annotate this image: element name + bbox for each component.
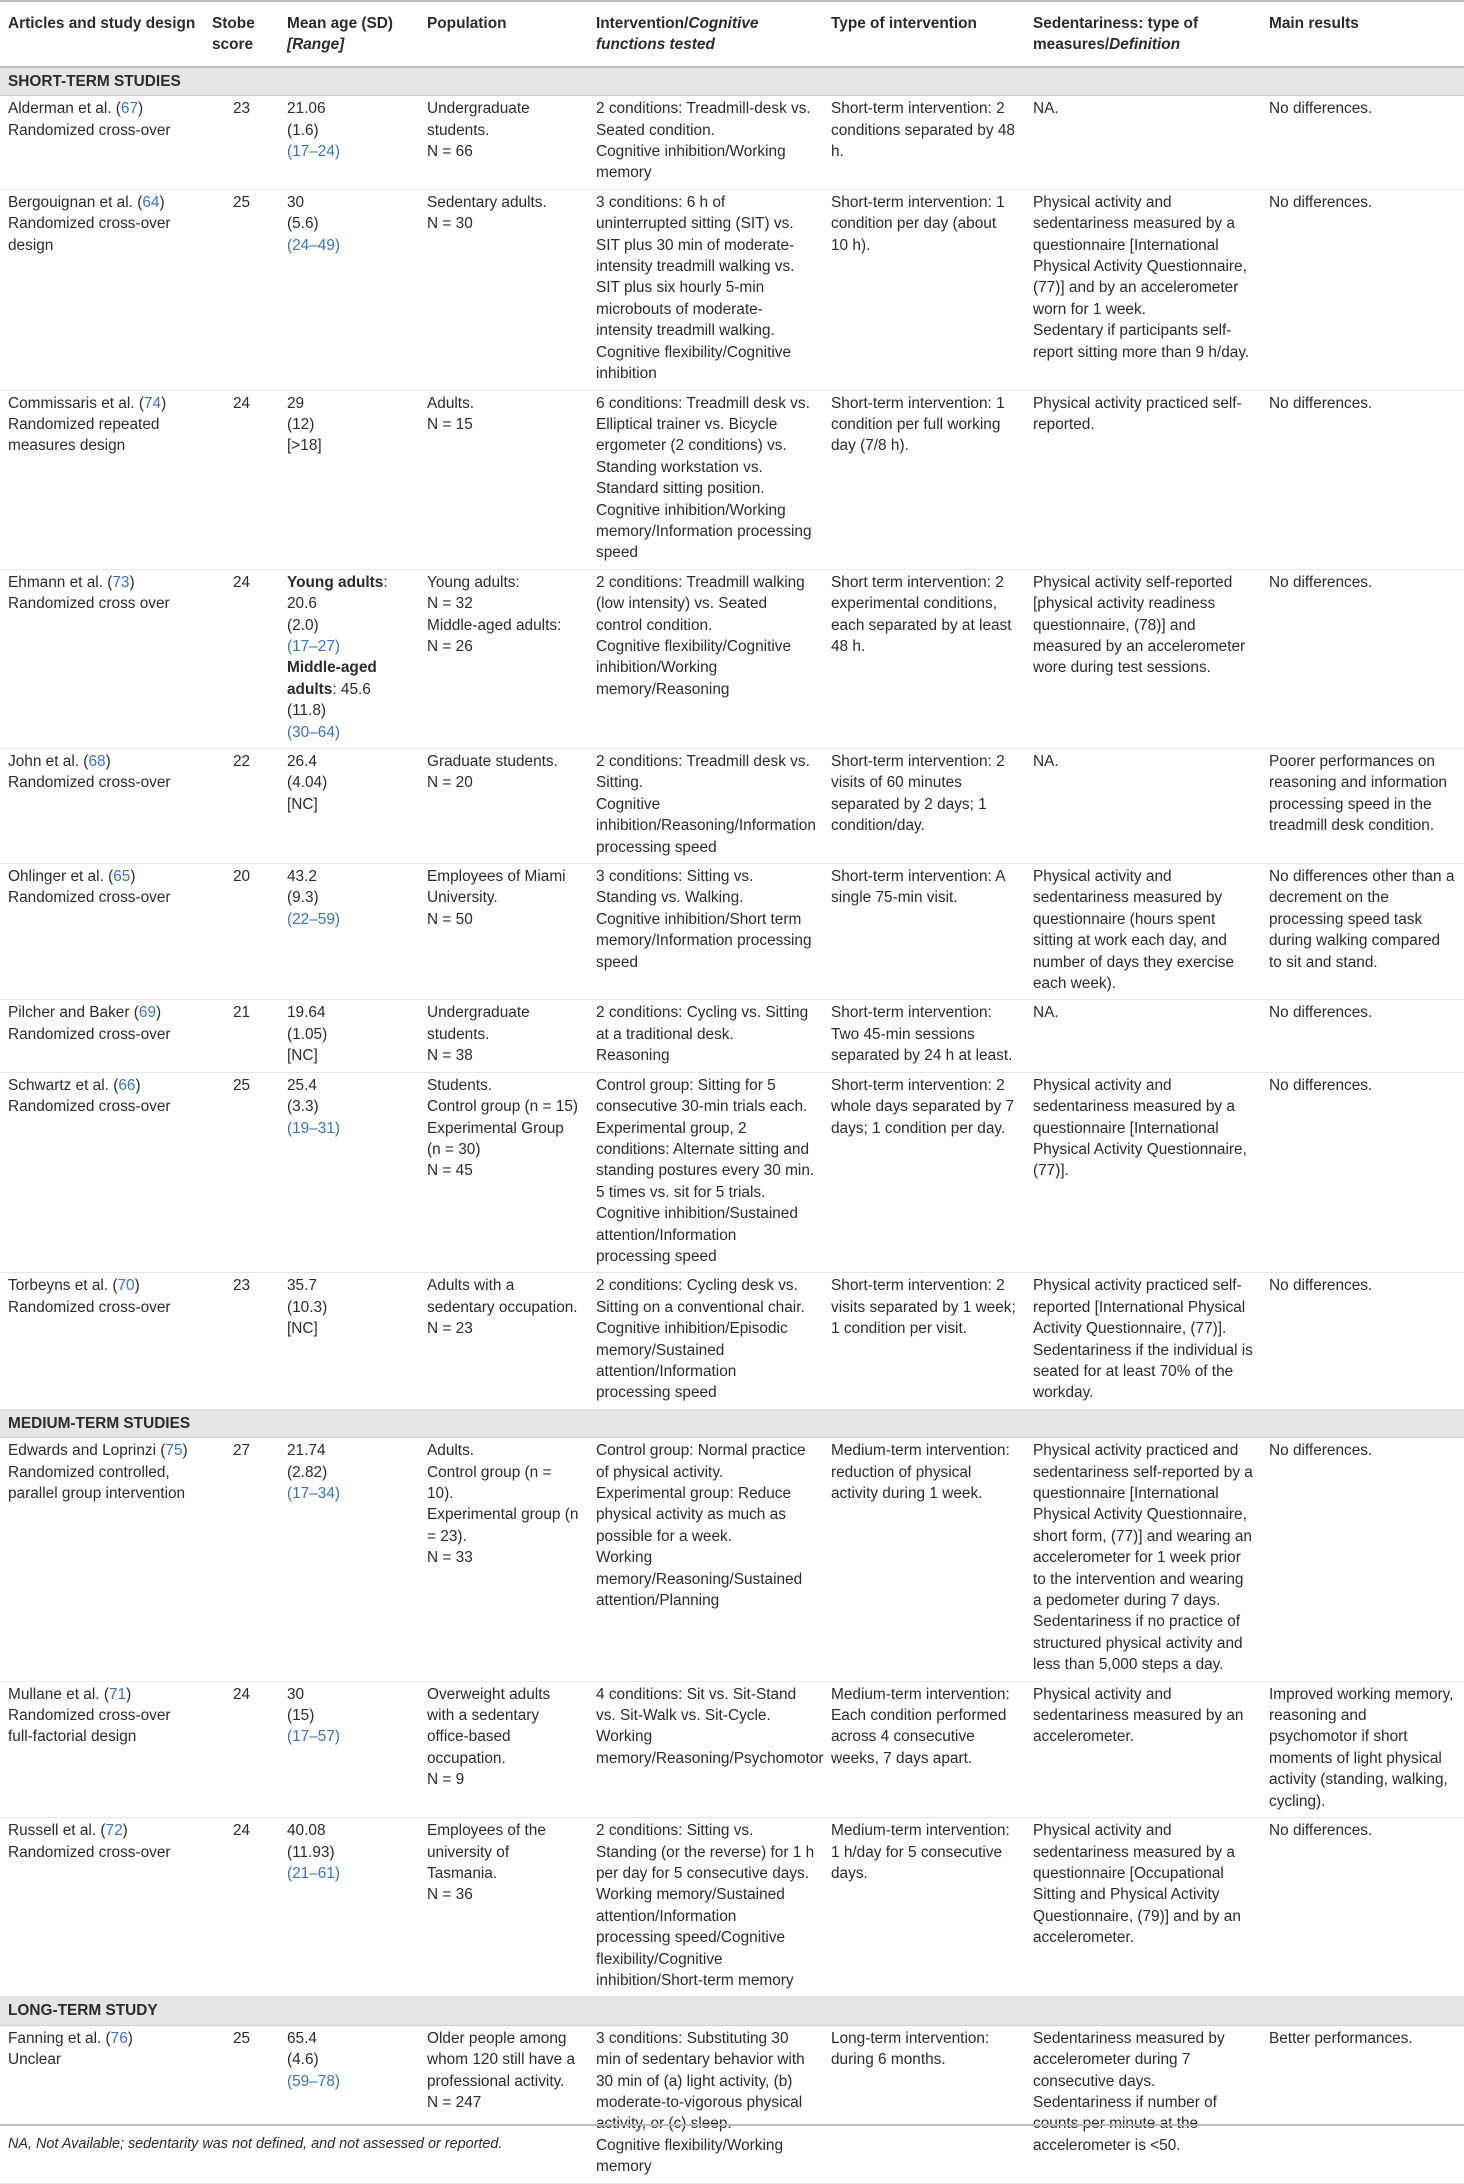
age-range: (22–59)	[287, 910, 341, 928]
type-cell: Medium-term intervention: reduction of physical activity during 1 week.	[823, 1438, 1025, 1681]
stobe-score: 25	[204, 189, 279, 390]
population-cell: Adults. Control group (n = 10). Experimental group (n = 23). N = 33	[419, 1438, 588, 1681]
table-row	[0, 189, 1464, 390]
reference-link[interactable]: 64	[142, 193, 160, 211]
header-results: Main results	[1261, 1, 1464, 67]
results-cell: No differences.	[1261, 1273, 1464, 1409]
age-range: (17–34)	[287, 1485, 341, 1502]
age-mean: : 20.6	[287, 573, 388, 613]
section-heading: SHORT-TERM STUDIES	[0, 67, 1464, 96]
author: Alderman et al.	[8, 100, 112, 118]
measures-cell: Physical activity practiced and sedentariness self-reported by a questionnaire [International Physical Activity Questionnaire, short form, (77)] and wearing an accelerometer for 1 week prior to the intervention and wearing a pedometer during 7 days. Sedentariness if no practice of structured physical activity and less than 5,000 steps a day.	[1025, 1438, 1261, 1681]
author: Edwards and Loprinzi	[8, 1442, 157, 1460]
results-cell: No differences.	[1261, 1818, 1464, 1997]
results-cell: No differences.	[1261, 1072, 1464, 1273]
stobe-score: 20	[204, 864, 279, 1000]
results-cell: No differences.	[1261, 96, 1464, 190]
author: John et al.	[8, 753, 80, 770]
population-cell: Graduate students. N = 20	[419, 749, 588, 864]
age-mean: 21.74	[287, 1442, 326, 1460]
article-cell: John et al. (68) Randomized cross-over	[0, 749, 204, 864]
age-sd: (12)	[287, 415, 315, 433]
header-cognitive-text: Cognitive functions tested	[596, 15, 759, 54]
population-cell: Students. Control group (n = 15) Experimental Group (n = 30) N = 45	[419, 1072, 588, 1273]
reference-link[interactable]: 73	[112, 573, 130, 591]
measures-cell: Physical activity practiced self-reported.	[1025, 390, 1261, 569]
type-cell: Long-term intervention: during 6 months.	[823, 2025, 1025, 2183]
population-cell: Older people among whom 120 still have a professional activity. N = 247	[419, 2025, 588, 2183]
article-cell: Alderman et al. (67) Randomized cross-over	[0, 96, 204, 190]
footnote: NA, Not Available; sedentarity was not defined, and not assessed or reported.	[8, 2136, 503, 2152]
age-sd: (2.82)	[287, 1463, 328, 1481]
type-cell: Short-term intervention: 1 condition per full working day (7/8 h).	[823, 390, 1025, 569]
age-mean: 40.08	[287, 1822, 326, 1840]
stobe-score: 24	[204, 1681, 279, 1817]
age-range: (30–64)	[287, 723, 341, 741]
table-row	[0, 1000, 1464, 1072]
age-mean: 30	[287, 1685, 305, 1703]
table-row	[0, 569, 1464, 748]
age-range: [NC]	[287, 1047, 318, 1065]
author: Bergouignan et al.	[8, 193, 133, 211]
intervention-cell: 6 conditions: Treadmill desk vs. Elliptical trainer vs. Bicycle ergometer (2 conditions) vs. Standing workstation vs. Standard sitting position. Cognitive inhibition/Working memory/Information processing speed	[588, 390, 823, 569]
age-range: (59–78)	[287, 2072, 341, 2090]
age-cell	[279, 189, 419, 390]
results-cell: No differences other than a decrement on the processing speed task during walking compared to sit and stand.	[1261, 864, 1464, 1000]
article-cell: Bergouignan et al. (64) Randomized cross-over design	[0, 189, 204, 390]
study-design: Unclear	[8, 2051, 62, 2069]
intervention-cell: 2 conditions: Cycling desk vs. Sitting on a conventional chair. Cognitive inhibition/Episodic memory/Sustained attention/Information processing speed	[588, 1273, 823, 1409]
header-stobe: Stobe score	[204, 1, 279, 67]
author: Commissaris et al.	[8, 394, 135, 412]
age-sd: (9.3)	[287, 889, 319, 907]
age-range: [>18]	[287, 437, 322, 455]
age-mean: 35.7	[287, 1277, 317, 1295]
article-cell: Edwards and Loprinzi (75) Randomized controlled, parallel group intervention	[0, 1438, 204, 1681]
article-cell: Schwartz et al. (66) Randomized cross-over	[0, 1072, 204, 1273]
age-group-label: Young adults	[287, 573, 384, 591]
reference-link[interactable]: 75	[165, 1442, 183, 1460]
population-cell: Employees of the university of Tasmania. N = 36	[419, 1818, 588, 1997]
study-design: Randomized cross-over full-factorial design	[8, 1707, 171, 1746]
age-group-label: Middle-aged adults	[287, 659, 377, 698]
age-cell	[279, 1438, 419, 1681]
age-mean: 29	[287, 394, 305, 412]
article-cell: Ohlinger et al. (65) Randomized cross-over	[0, 864, 204, 1000]
study-design: Randomized cross-over	[8, 1098, 171, 1116]
article-cell: Mullane et al. (71) Randomized cross-over full-factorial design	[0, 1681, 204, 1817]
population-cell: Overweight adults with a sedentary office-based occupation. N = 9	[419, 1681, 588, 1817]
stobe-score: 27	[204, 1438, 279, 1681]
type-cell: Short-term intervention: A single 75-min visit.	[823, 864, 1025, 1000]
bottom-rule	[0, 2124, 1464, 2126]
author: Russell et al.	[8, 1822, 97, 1840]
section-row-medium	[0, 1409, 1464, 1437]
age-sd: (1.05)	[287, 1025, 328, 1043]
type-cell: Short-term intervention: Two 45-min sessions separated by 24 h at least.	[823, 1000, 1025, 1072]
type-cell: Short term intervention: 2 experimental conditions, each separated by at least 48 h.	[823, 569, 1025, 748]
table-row	[0, 1681, 1464, 1817]
measures-cell: NA.	[1025, 749, 1261, 864]
stobe-score: 24	[204, 569, 279, 748]
study-design: Randomized controlled, parallel group intervention	[8, 1463, 186, 1502]
article-cell: Fanning et al. (76) Unclear	[0, 2025, 204, 2183]
header-mean-age-text: Mean age (SD)	[287, 15, 394, 32]
article-cell: Torbeyns et al. (70) Randomized cross-over	[0, 1273, 204, 1409]
reference-link[interactable]: 71	[108, 1685, 127, 1703]
age-cell	[279, 1000, 419, 1072]
header-population: Population	[419, 1, 588, 67]
age-sd: (5.6)	[287, 215, 319, 233]
article-cell: Pilcher and Baker (69) Randomized cross-over	[0, 1000, 204, 1072]
table-row	[0, 2025, 1464, 2183]
age-mean: 25.4	[287, 1076, 317, 1094]
age-cell	[279, 96, 419, 190]
section-heading: MEDIUM-TERM STUDIES	[0, 1409, 1464, 1437]
type-cell: Medium-term intervention: Each condition performed across 4 consecutive weeks, 7 days apart.	[823, 1681, 1025, 1817]
article-cell: Ehmann et al. (73) Randomized cross over	[0, 569, 204, 748]
author: Schwartz et al.	[8, 1076, 109, 1094]
study-design: Randomized cross-over	[8, 1843, 171, 1861]
type-cell: Short-term intervention: 2 conditions separated by 48 h.	[823, 96, 1025, 190]
results-cell: No differences.	[1261, 390, 1464, 569]
age-range: (24–49)	[287, 236, 341, 254]
reference-link[interactable]: 70	[117, 1277, 135, 1295]
stobe-score: 24	[204, 390, 279, 569]
header-definition-text: Definition	[1109, 36, 1181, 54]
reference-link[interactable]: 72	[105, 1822, 123, 1840]
results-cell: Improved working memory, reasoning and psychomotor if short moments of light physical activity (standing, walking, cycling).	[1261, 1681, 1464, 1817]
table-row	[0, 1273, 1464, 1409]
stobe-score: 21	[204, 1000, 279, 1072]
measures-cell: Physical activity and sedentariness measured by a questionnaire [International Physical Activity Questionnaire, (77)] and by an accelerometer worn for 1 week. Sedentary if participants self-report sitting more than 9 h/day.	[1025, 189, 1261, 390]
header-type: Type of intervention	[823, 1, 1025, 67]
measures-cell: Physical activity and sedentariness measured by an accelerometer.	[1025, 1681, 1261, 1817]
table-row	[0, 390, 1464, 569]
intervention-cell: 2 conditions: Sitting vs. Standing (or the reverse) for 1 h per day for 5 consecutive days. Working memory/Sustained attention/Information processing speed/Cognitive flexibility/Cognitive inhibition/Short-term memory	[588, 1818, 823, 1997]
age-cell	[279, 569, 419, 748]
age-range: (19–31)	[287, 1119, 341, 1137]
population-cell: Sedentary adults. N = 30	[419, 189, 588, 390]
results-cell: No differences.	[1261, 189, 1464, 390]
age-range: [NC]	[287, 1320, 318, 1338]
age-cell	[279, 864, 419, 1000]
header-mean-age	[279, 1, 419, 67]
intervention-cell: 2 conditions: Treadmill desk vs. Sitting. Cognitive inhibition/Reasoning/Information processing speed	[588, 749, 823, 864]
stobe-score: 23	[204, 1273, 279, 1409]
age-range: (17–24)	[287, 143, 341, 161]
population-cell: Employees of Miami University. N = 50	[419, 864, 588, 1000]
age-sd: (11.8)	[287, 702, 327, 720]
table-row	[0, 749, 1464, 864]
author: Torbeyns et al.	[8, 1277, 109, 1295]
stobe-score: 24	[204, 1818, 279, 1997]
results-cell: No differences.	[1261, 1438, 1464, 1681]
author: Fanning et al.	[8, 2029, 102, 2047]
study-design: Randomized cross-over	[8, 889, 171, 907]
header-intervention	[588, 1, 823, 67]
section-row-long	[0, 1997, 1464, 2025]
author: Mullane et al.	[8, 1685, 100, 1703]
age-sd: (2.0)	[287, 616, 319, 634]
age-mean: 43.2	[287, 868, 317, 886]
intervention-cell: 2 conditions: Cycling vs. Sitting at a traditional desk. Reasoning	[588, 1000, 823, 1072]
reference-link[interactable]: 74	[143, 394, 162, 412]
population-cell: Adults with a sedentary occupation. N = 23	[419, 1273, 588, 1409]
table-row	[0, 1818, 1464, 1997]
age-mean: 26.4	[287, 753, 317, 770]
age-cell	[279, 2025, 419, 2183]
results-cell: Better performances.	[1261, 2025, 1464, 2183]
measures-cell: Physical activity and sedentariness measured by a questionnaire [Occupational Sitting and Physical Activity Questionnaire, (79)] and by an accelerometer.	[1025, 1818, 1261, 1997]
age-sd: (3.3)	[287, 1098, 319, 1116]
population-cell: Undergraduate students. N = 66	[419, 96, 588, 190]
measures-cell: Physical activity practiced self-reported [International Physical Activity Questionnaire, (77)]. Sedentariness if the individual is seated for at least 70% of the workday.	[1025, 1273, 1261, 1409]
section-heading: LONG-TERM STUDY	[0, 1997, 1464, 2025]
age-cell	[279, 749, 419, 864]
population-cell: Adults. N = 15	[419, 390, 588, 569]
author: Pilcher and Baker	[8, 1004, 130, 1022]
age-cell	[279, 1681, 419, 1817]
measures-cell: Physical activity and sedentariness measured by questionnaire (hours spent sitting at work each day, and number of days they exercise each week).	[1025, 864, 1261, 1000]
table-row	[0, 1072, 1464, 1273]
intervention-cell: 3 conditions: Sitting vs. Standing vs. Walking. Cognitive inhibition/Short term memory/Information processing speed	[588, 864, 823, 1000]
measures-cell: Sedentariness measured by accelerometer during 7 consecutive days. Sedentariness if number of counts per minute at the accelerometer is <50.	[1025, 2025, 1261, 2183]
table-row	[0, 96, 1464, 190]
measures-cell: NA.	[1025, 1000, 1261, 1072]
age-sd: (10.3)	[287, 1298, 328, 1316]
reference-link[interactable]: 65	[113, 868, 131, 886]
header-range-text: [Range]	[287, 36, 345, 54]
age-mean: 19.64	[287, 1004, 326, 1022]
stobe-score: 22	[204, 749, 279, 864]
population-cell: Young adults: N = 32 Middle-aged adults: N = 26	[419, 569, 588, 748]
age-mean: 21.06	[287, 100, 326, 118]
type-cell: Short-term intervention: 2 whole days separated by 7 days; 1 condition per day.	[823, 1072, 1025, 1273]
type-cell: Short-term intervention: 1 condition per day (about 10 h).	[823, 189, 1025, 390]
table-row	[0, 1438, 1464, 1681]
population-cell: Undergraduate students. N = 38	[419, 1000, 588, 1072]
measures-cell: NA.	[1025, 96, 1261, 190]
results-cell: Poorer performances on reasoning and information processing speed in the treadmill desk condition.	[1261, 749, 1464, 864]
study-design: Randomized cross-over	[8, 1025, 171, 1043]
intervention-cell: Control group: Sitting for 5 consecutive 30-min trials each. Experimental group, 2 conditions: Alternate sitting and standing postures every 30 min. 5 times vs. sit for 5 trials. Cognitive inhibition/Sustained attention/Information processing speed	[588, 1072, 823, 1273]
reference-link[interactable]: 76	[110, 2029, 128, 2047]
reference-link[interactable]: 66	[118, 1076, 136, 1094]
age-mean: : 45.6	[332, 680, 371, 698]
reference-link[interactable]: 69	[138, 1004, 157, 1022]
article-cell: Russell et al. (72) Randomized cross-over	[0, 1818, 204, 1997]
age-cell	[279, 390, 419, 569]
age-sd: (4.6)	[287, 2051, 319, 2069]
study-design: Randomized cross-over	[8, 121, 171, 139]
age-cell	[279, 1273, 419, 1409]
intervention-cell: 3 conditions: Substituting 30 min of sedentary behavior with 30 min of (a) light activity, (b) moderate-to-vigorous physical activity, or (c) sleep. Cognitive flexibility/Working memory	[588, 2025, 823, 2183]
type-cell: Medium-term intervention: 1 h/day for 5 consecutive days.	[823, 1818, 1025, 1997]
age-cell	[279, 1072, 419, 1273]
age-range: (17–27)	[287, 637, 341, 655]
age-sd: (11.93)	[287, 1843, 335, 1861]
intervention-cell: 3 conditions: 6 h of uninterrupted sitting (SIT) vs. SIT plus 30 min of moderate-intensity treadmill walking vs. SIT plus six hourly 5-min microbouts of moderate-intensity treadmill walking. Cognitive flexibility/Cognitive inhibition	[588, 189, 823, 390]
header-articles: Articles and study design	[0, 1, 204, 67]
age-range: (17–57)	[287, 1728, 341, 1746]
intervention-cell: 2 conditions: Treadmill-desk vs. Seated condition. Cognitive inhibition/Working memory	[588, 96, 823, 190]
section-row-short	[0, 67, 1464, 96]
study-design: Randomized cross-over	[8, 774, 171, 792]
study-design: Randomized cross-over	[8, 1298, 171, 1316]
age-sd: (1.6)	[287, 121, 319, 139]
table-header	[0, 1, 1464, 67]
stobe-score: 25	[204, 1072, 279, 1273]
intervention-cell: Control group: Normal practice of physical activity. Experimental group: Reduce physical activity as much as possible for a week. Working memory/Reasoning/Sustained attention/Planning	[588, 1438, 823, 1681]
article-cell: Commissaris et al. (74) Randomized repeated measures design	[0, 390, 204, 569]
type-cell: Short-term intervention: 2 visits separated by 1 week; 1 condition per visit.	[823, 1273, 1025, 1409]
stobe-score: 25	[204, 2025, 279, 2183]
measures-cell: Physical activity and sedentariness measured by a questionnaire [International Physical Activity Questionnaire, (77)].	[1025, 1072, 1261, 1273]
header-sedentariness-text: Sedentariness: type of measures/	[1033, 15, 1199, 54]
type-cell: Short-term intervention: 2 visits of 60 minutes separated by 2 days; 1 condition/day.	[823, 749, 1025, 864]
header-intervention-text: Intervention/	[596, 15, 689, 32]
author: Ohlinger et al.	[8, 868, 104, 886]
age-sd: (4.04)	[287, 774, 328, 792]
stobe-score: 23	[204, 96, 279, 190]
age-sd: (15)	[287, 1707, 315, 1725]
age-cell	[279, 1818, 419, 1997]
age-range: (21–61)	[287, 1864, 341, 1882]
study-design: Randomized cross-over design	[8, 215, 171, 254]
header-sedentariness	[1025, 1, 1261, 67]
study-design: Randomized cross over	[8, 595, 170, 613]
reference-link[interactable]: 68	[88, 753, 106, 770]
measures-cell: Physical activity self-reported [physical activity readiness questionnaire, (78)] and measured by an accelerometer wore during test sessions.	[1025, 569, 1261, 748]
table-body	[0, 67, 1464, 2183]
results-cell: No differences.	[1261, 1000, 1464, 1072]
author: Ehmann et al.	[8, 573, 103, 591]
table-row	[0, 864, 1464, 1000]
study-design: Randomized repeated measures design	[8, 415, 160, 455]
results-cell: No differences.	[1261, 569, 1464, 748]
intervention-cell: 4 conditions: Sit vs. Sit-Stand vs. Sit-Walk vs. Sit-Cycle. Working memory/Reasoning/Psychomotor	[588, 1681, 823, 1817]
reference-link[interactable]: 67	[120, 100, 139, 118]
age-range: [NC]	[287, 795, 318, 813]
intervention-cell: 2 conditions: Treadmill walking (low intensity) vs. Seated control condition. Cognitive flexibility/Cognitive inhibition/Working memory/Reasoning	[588, 569, 823, 748]
age-mean: 30	[287, 193, 305, 211]
age-mean: 65.4	[287, 2029, 317, 2047]
